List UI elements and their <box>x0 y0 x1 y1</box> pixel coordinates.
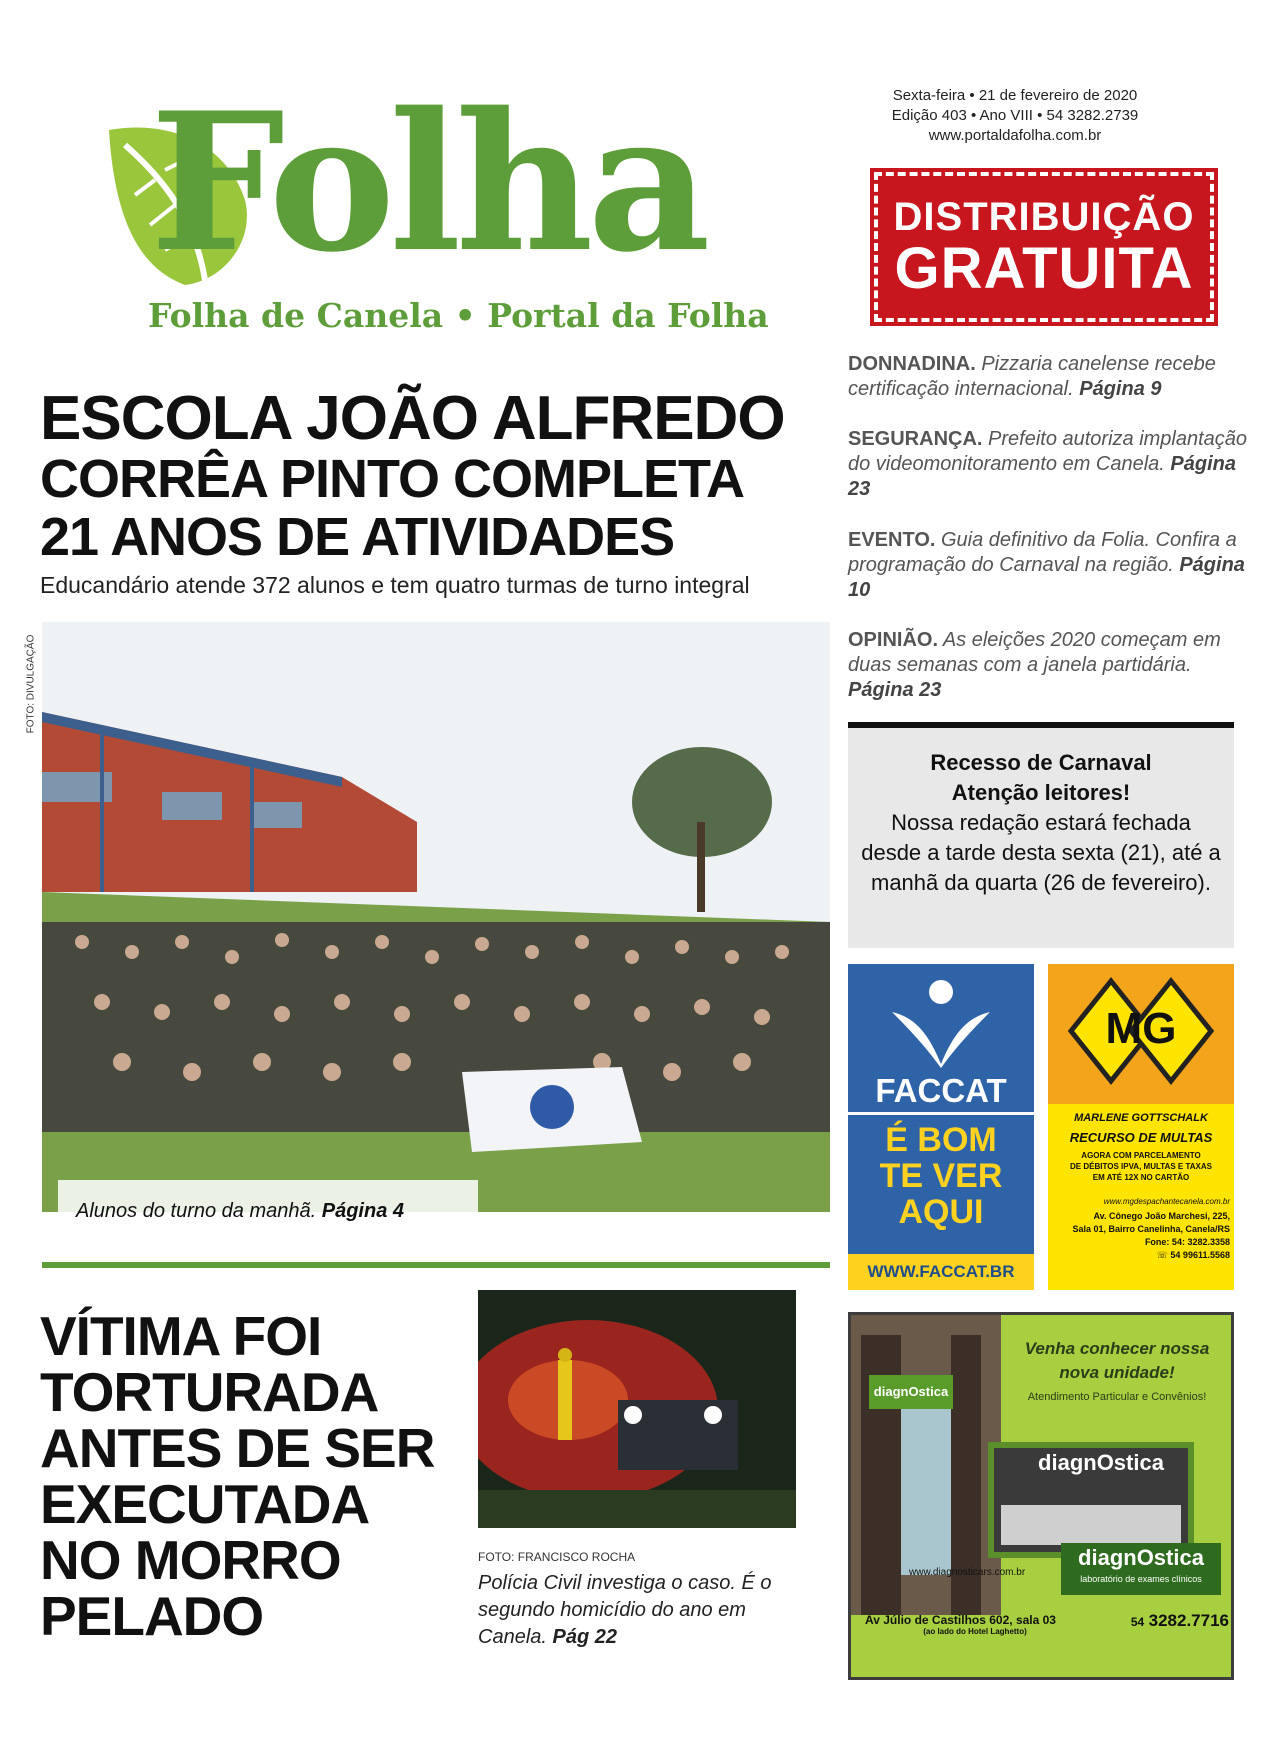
diag-site-link[interactable]: www.diagnosticars.com.br <box>909 1567 1026 1578</box>
lead-headline-line-2: CORRÊA PINTO COMPLETA <box>40 449 745 509</box>
diag-wall-sign: diagnOstica <box>869 1375 953 1409</box>
stamp-line-1: DISTRIBUIÇÃO <box>893 195 1195 239</box>
issue-edition: Edição 403 • Ano VIII • 54 3282.2739 <box>891 107 1139 124</box>
mg-promo: AGORA COM PARCELAMENTO DE DÉBITOS IPVA, MULTAS E TAXAS EM ATÉ 12X NO CARTÃO <box>1070 1151 1212 1182</box>
mg-site-link[interactable]: www.mgdespachantecanela.com.br <box>1103 1197 1230 1206</box>
crime-page-ref[interactable]: Pág 22 <box>552 1626 617 1648</box>
crime-photo-caption: Polícia Civil investiga o caso. É o segundo homicídio do ano em Canela. Pág 22 <box>478 1572 772 1648</box>
carnival-notice-box <box>848 722 1234 948</box>
diag-interior-sign: diagnOstica <box>1038 1450 1164 1475</box>
notice-title-2: Atenção leitores! <box>951 780 1131 805</box>
lead-headline[interactable] <box>40 384 820 567</box>
teaser-seguranca[interactable]: SEGURANÇA. Prefeito autoriza implantação do videomonitoramento em Canela. Página 23 <box>848 428 1248 500</box>
faccat-slogan: É BOM TE VER AQUI <box>879 1121 1003 1231</box>
mg-despachante-ad[interactable] <box>1048 964 1234 1290</box>
crime-photo-credit: FOTO: FRANCISCO ROCHA <box>478 1550 636 1564</box>
diagnostica-ad[interactable] <box>848 1312 1234 1680</box>
mg-name: MARLENE GOTTSCHALK <box>1074 1112 1208 1124</box>
school-group-photo[interactable] <box>42 622 830 1212</box>
stamp-line-2: GRATUITA <box>894 236 1194 301</box>
masthead-subtitle: Folha de Canela • Portal da Folha <box>148 296 769 335</box>
lead-photo-caption: Alunos do turno da manhã. Página 4 <box>76 1200 404 1222</box>
teaser-donnadina[interactable]: DONNADINA. Pizzaria canelense recebe certificação internacional. Página 9 <box>848 353 1216 400</box>
story-headline[interactable]: VÍTIMA FOI TORTURADA ANTES DE SER EXECUTADA NO MORRO PELADO <box>40 1305 435 1647</box>
lead-page-ref[interactable]: Página 4 <box>321 1200 404 1222</box>
lead-headline-line-1: ESCOLA JOÃO ALFREDO <box>40 384 785 453</box>
lead-headline-line-3: 21 ANOS DE ATIVIDADES <box>40 507 675 567</box>
masthead-logo-word: Folha <box>150 71 705 294</box>
section-divider <box>42 1262 830 1268</box>
notice-body: Nossa redação estará fechada desde a tarde desta sexta (21), até a manhã da quarta (26 de fevereiro). <box>861 810 1221 895</box>
issue-info <box>860 86 1170 146</box>
issue-date: Sexta-feira • 21 de fevereiro de 2020 <box>892 87 1138 104</box>
whatsapp-icon: ☏ <box>1156 1250 1171 1260</box>
lead-photo-credit: FOTO: DIVULGAÇÃO <box>25 634 37 734</box>
faccat-url[interactable]: WWW.FACCAT.BR <box>848 1254 1034 1290</box>
mg-logo-text: MG <box>1105 1004 1177 1053</box>
diag-phone[interactable]: 54 3282.7716 <box>1130 1611 1229 1630</box>
diag-logo-block: diagnOstica laboratório de exames clínicos <box>1061 1543 1221 1595</box>
faccat-divider <box>848 1112 1034 1115</box>
teaser-opiniao[interactable]: OPINIÃO. As eleições 2020 começam em duas semanas com a janela partidária. Página 23 <box>848 629 1221 701</box>
diag-service: Atendimento Particular e Convênios! <box>1027 1391 1207 1403</box>
mg-service: RECURSO DE MULTAS <box>1069 1130 1213 1145</box>
notice-title-1: Recesso de Carnaval <box>930 750 1152 775</box>
lead-subhead: Educandário atende 372 alunos e tem quatro turmas de turno integral <box>40 572 750 598</box>
faccat-brand: FACCAT <box>875 1072 1007 1109</box>
crime-scene-photo[interactable] <box>478 1290 796 1528</box>
issue-site-link[interactable]: www.portaldafolha.com.br <box>928 127 1102 144</box>
faccat-logo-icon <box>888 978 994 1068</box>
mg-contact: Av. Cônego João Marchesi, 225, Sala 01, Bairro Canelinha, Canela/RS Fone: 54: 3282.3358 ☏ 54 99611.5568 <box>1072 1211 1230 1260</box>
free-distribution-stamp <box>874 172 1214 322</box>
diag-headline: Venha conhecer nossa nova unidade! <box>1024 1339 1210 1382</box>
teaser-evento[interactable]: EVENTO. Guia definitivo da Folia. Confira a programação do Carnaval na região. Página 10 <box>848 529 1245 601</box>
faccat-ad[interactable] <box>848 964 1034 1290</box>
diag-address: Av Júlio de Castilhos 602, sala 03 (ao lado do Hotel Laghetto) <box>865 1613 1056 1636</box>
